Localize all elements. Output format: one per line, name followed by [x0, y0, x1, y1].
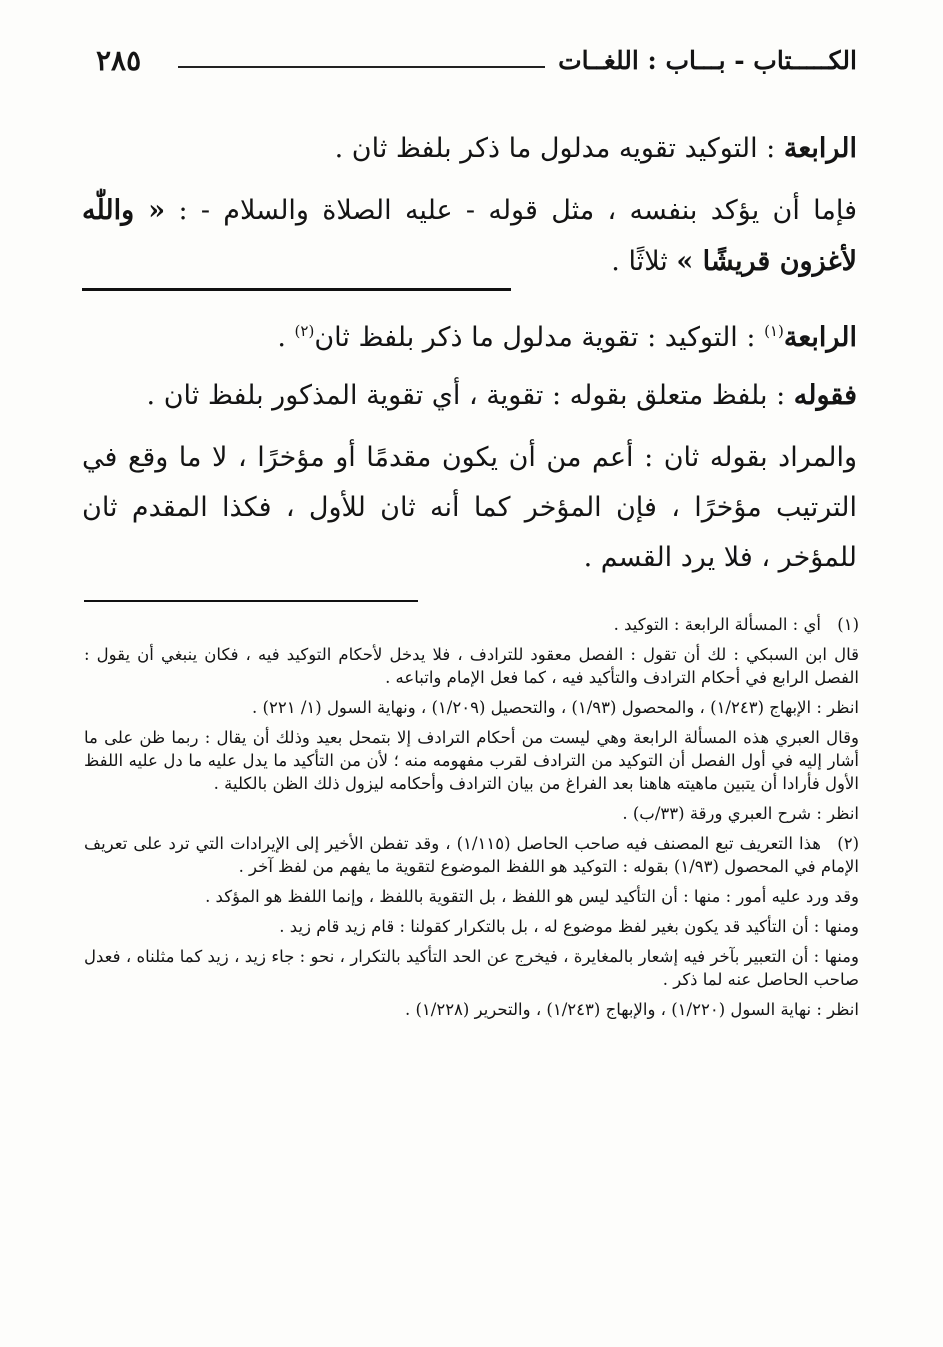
section-divider: [82, 288, 511, 291]
footnote-marker: (١): [837, 615, 859, 634]
hadith-quote: « واللّٰه لأغزون قريشًا »: [82, 195, 857, 277]
paragraph-text: والمراد بقوله ثان : أعم من أن يكون مقدمًا أو مؤخرًا ، لا ما وقع في الترتيب مؤخرًا ، فإن المؤخر كما أنه ثان للأول ، فكذا المقدم ثان للمؤخر ، فلا يرد القسم .: [82, 442, 857, 573]
paragraph-text: : التوكيد : تقوية مدلول ما ذكر بلفظ ثان: [314, 322, 765, 353]
footnote-1-reference: انظر : شرح العبري ورقة (٣٣/ب) .: [622, 804, 859, 823]
footnote-separator: [84, 600, 418, 602]
sharh-paragraph: [82, 374, 857, 418]
page-number: ٢٨٥: [96, 44, 142, 77]
footnote-text: أي : المسألة الرابعة : التوكيد .: [613, 615, 821, 634]
matn-paragraph-hadith: [82, 185, 857, 287]
footnote-1-subky: قال ابن السبكي : لك أن تقول : الفصل معقود للترادف ، فلا يدخل لأحكام التوكيد فيه ، فكان ينبغي أن يقول : الفصل الرابع في أحكام الترادف والتأكيد فيه ، كما فعل الإمام واتباعه .: [84, 645, 859, 687]
sharh-paragraph: [82, 433, 857, 583]
footnotes: [84, 613, 859, 1028]
footnote-2-reference: انظر : نهاية السول (١/٢٢٠) ، والإبهاج (١/٢٤٣) ، والتحرير (١/٢٢٨) .: [404, 1000, 859, 1019]
footnote-1-reference: انظر : الإبهاج (١/٢٤٣) ، والمحصول (١/٩٣) ، والتحصيل (١/٢٠٩) ، ونهاية السول (١/ ٢٢١) .: [252, 698, 859, 717]
footnote-1-ibri: وقال العبري هذه المسألة الرابعة وهي ليست من أحكام الترادف إلا بتمحل بعيد وذلك أن يقال : ربما ظن على ما أشار إليه في أول الفصل أن التوكيد من الترادف لقرب مفهومه منه ؛ لأن من التأكيد ما يدل عليه ما دل عليه اللفظ الأول فأرادا أن يتبين ماهيته هاهنا بعد الفراغ من بيان الترادف وأحكامه ليزول ذلك الظن بالكلية .: [84, 728, 859, 793]
matn-paragraph: [82, 127, 857, 171]
footnote-1: [84, 613, 859, 636]
footnote-2-objection: ومنها : أن التأكيد قد يكون بغير لفظ موضوع له ، بل بالتكرار كقولنا : قام زيد قام زيد .: [279, 917, 859, 936]
paragraph-text: : بلفظ متعلق بقوله : تقوية ، أي تقوية المذكور بلفظ ثان .: [146, 380, 794, 411]
paragraph-text: فإما أن يؤكد بنفسه ، مثل قوله - عليه الصلاة والسلام - :: [165, 195, 857, 226]
paragraph-tail: .: [277, 322, 295, 353]
sharh-paragraph: [82, 316, 857, 360]
paragraph-lead: فقوله: [793, 380, 857, 411]
paragraph-lead: الرابعة: [783, 322, 857, 353]
paragraph-lead: الرابعة: [783, 133, 857, 164]
paragraph-text: : التوكيد تقويه مدلول ما ذكر بلفظ ثان .: [334, 133, 784, 164]
footnote-text: هذا التعريف تبع المصنف فيه صاحب الحاصل (١/١١٥) ، وقد تفطن الأخير إلى الإيرادات التي ترد على تعريف الإمام في المحصول (١/٩٣) بقوله : التوكيد هو اللفظ الموضوع لتقوية ما يفهم من لفظ آخر .: [84, 834, 859, 876]
running-head: الكـــــتاب - بـــاب : اللغــات: [558, 46, 857, 75]
footnote-ref-1[interactable]: (١): [764, 322, 784, 340]
footnote-marker: (٢): [837, 834, 859, 853]
page-header: [92, 44, 857, 84]
footnote-2: [84, 832, 859, 878]
footnote-ref-2[interactable]: (٢): [294, 322, 315, 340]
header-rule: [178, 66, 545, 68]
paragraph-tail: ثلاثًا .: [611, 246, 677, 277]
footnote-2-objection: ومنها : أن التعبير بآخر فيه إشعار بالمغايرة ، فيخرج عن الحد التأكيد بالتكرار ، نحو : جاء زيد ، زيد كما مثلناه ، فعدل صاحب الحاصل عنه لما ذكر .: [84, 947, 859, 989]
footnote-2-objections: وقد ورد عليه أمور : منها : أن التأكيد ليس هو اللفظ ، بل التقوية باللفظ ، وإنما اللفظ هو المؤكد .: [205, 887, 859, 906]
